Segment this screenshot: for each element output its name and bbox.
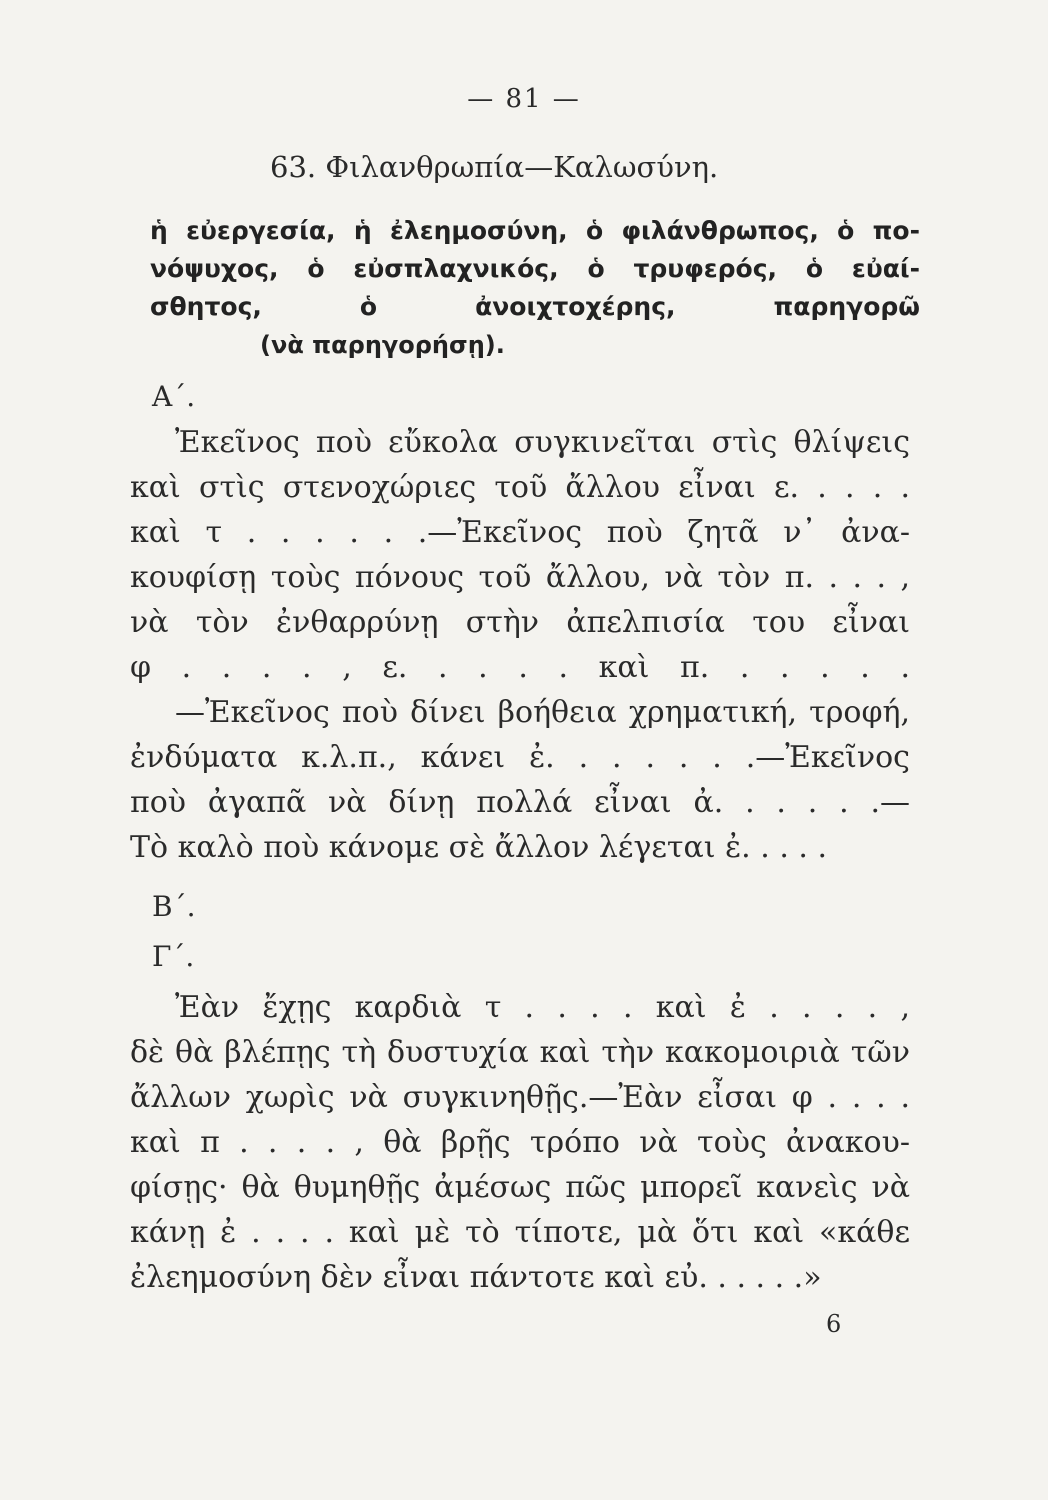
text-line: κάνῃ ἐ . . . . καὶ μὲ τὸ τίποτε, μὰ ὅτι καὶ «κάθε [130,1215,910,1250]
text-line: Ἐκεῖνος ποὺ εὔκολα συγκινεῖται στὶς θλίψεις [175,425,910,460]
text-line: Ἐὰν ἔχῃς καρδιὰ τ . . . . καὶ ἐ . . . . , [175,990,910,1025]
text-line: νὰ τὸν ἐνθαρρύνῃ στὴν ἀπελπισία του εἶναι [130,605,910,640]
section-c-text [130,985,910,1300]
text-line: —Ἐκεῖνος ποὺ δίνει βοήθεια χρηματική, τροφή, [175,695,910,730]
text-line: καὶ τ . . . . . .—Ἐκεῖνος ποὺ ζητᾶ ν᾽ ἀνα- [130,515,910,550]
keyword-line: (νὰ παρηγορήσῃ). [260,331,505,359]
text-line: ποὺ ἀγαπᾶ νὰ δίνῃ πολλά εἶναι ἀ. . . . . .— [130,785,910,820]
section-b-heading: Β΄. [152,890,196,923]
section-a-text [130,420,910,870]
section-title: 63. Φιλανθρωπία—Καλωσύνη. [270,150,719,184]
text-line: δὲ θὰ βλέπῃς τὴ δυστυχία καὶ τὴν κακομοιριὰ τῶν [130,1035,910,1070]
text-line: ἄλλων χωρὶς νὰ συγκινηθῇς.—Ἐὰν εἶσαι φ . . . . [130,1080,910,1115]
section-a-heading: Α΄. [152,380,196,413]
text-line: ἐλεημοσύνη δὲν εἶναι πάντοτε καὶ εὐ. . . . . .» [130,1260,822,1295]
text-line: καὶ π . . . . , θὰ βρῇς τρόπο νὰ τοὺς ἀνακου- [130,1125,910,1160]
page-number: — 81 — [467,84,581,114]
keyword-line: νόψυχος, ὁ εὐσπλαχνικός, ὁ τρυφερός, ὁ εὐαί- [150,254,920,283]
text-line: Τὸ καλὸ ποὺ κάνομε σὲ ἄλλον λέγεται ἐ. . . . . [130,830,828,865]
section-c-heading: Γ΄. [152,940,195,973]
text-line: φίσῃς· θὰ θυμηθῇς ἀμέσως πῶς μπορεῖ κανεὶς νὰ [130,1170,910,1205]
keyword-line: ἡ εὐεργεσία, ἡ ἐλεημοσύνη, ὁ φιλάνθρωπος, ὁ πο- [150,216,920,245]
text-line: φ . . . . , ε. . . . . καὶ π. . . . . . [130,650,910,685]
keyword-list [150,212,920,364]
text-line: κουφίσῃ τοὺς πόνους τοῦ ἄλλου, νὰ τὸν π. . . . , [130,560,910,595]
text-line: καὶ στὶς στενοχώριες τοῦ ἄλλου εἶναι ε. . . . . [130,470,910,505]
keyword-line: σθητος, ὁ ἀνοιχτοχέρης, παρηγορῶ [150,292,920,321]
signature-mark: 6 [826,1310,842,1338]
text-line: ἐνδύματα κ.λ.π., κάνει ἐ. . . . . . .—Ἐκεῖνος [130,740,910,775]
